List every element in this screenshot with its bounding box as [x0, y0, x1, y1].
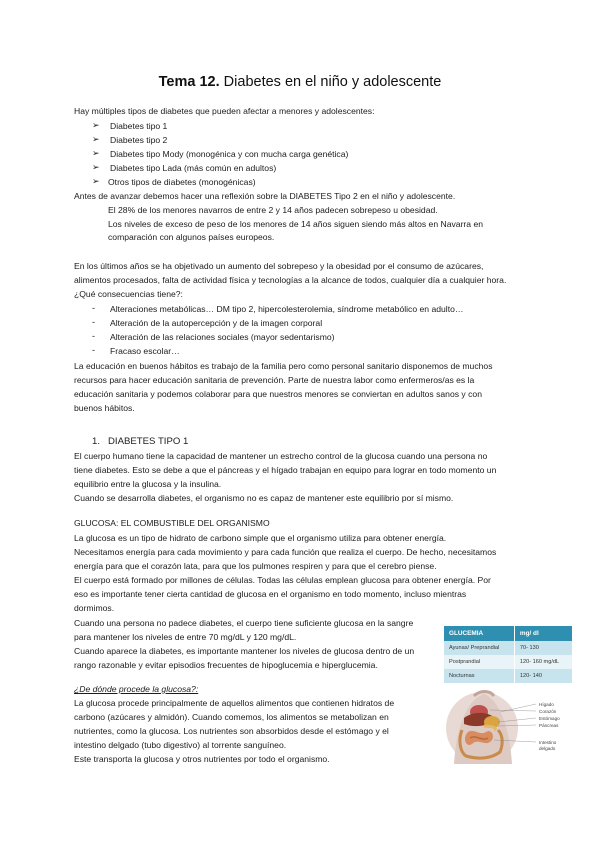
paragraph-line: educación sanitaria y podemos colaborar para que nuestros menores se conviertan en adultos sanos y con	[74, 389, 482, 399]
dash-bullet: -	[92, 317, 95, 327]
page-title	[0, 74, 600, 90]
table-cell: 120- 140	[514, 669, 572, 683]
reflection-intro: Antes de avanzar debemos hacer una reflexión sobre la DIABETES Tipo 2 en el niño y adolescente.	[74, 191, 456, 201]
table-row	[444, 669, 572, 683]
paragraph-line: recursos para hacer educación sanitaria de prevención. Parte de nuestra labor como enfermeros/as es la	[74, 375, 475, 385]
reflection-line: comparación con algunos países europeos.	[108, 232, 275, 242]
reflection-line: Los niveles de exceso de peso de los menores de 14 años siguen siendo más altos en Navarra en	[108, 219, 484, 229]
paragraph-line: alimentos procesados, falta de actividad física y tecnologías a la alcance de todos, cualquier día a cualquier hora.	[74, 275, 507, 285]
title-number: Tema 12.	[158, 74, 220, 90]
list-item: Alteraciones metabólicas… DM tipo 2, hipercolesterolemia, síndrome metabólico en adulto…	[110, 304, 464, 314]
table-header: mg/ dl	[514, 626, 572, 641]
paragraph-line: El cuerpo humano tiene la capacidad de mantener un estrecho control de la glucosa cuando una persona no	[74, 451, 488, 461]
list-item: Diabetes tipo Mody (monogénica y con mucha carga genética)	[110, 149, 349, 159]
organ-label: Intestino	[539, 740, 557, 745]
paragraph-line: La glucosa procede principalmente de aquellos alimentos que contienen hidratos de	[74, 698, 395, 708]
paragraph-line: intestino delgado (tubo digestivo) al torrente sanguíneo.	[74, 740, 287, 750]
table-row	[444, 655, 572, 669]
list-item: Diabetes tipo 1	[110, 121, 168, 131]
paragraph-line: En los últimos años se ha objetivado un aumento del sobrepeso y la obesidad por el consumo de azúcares,	[74, 261, 484, 271]
list-item: Alteración de la autopercepción y de la imagen corporal	[110, 318, 323, 328]
paragraph-line: Cuando aparece la diabetes, es importante mantener los niveles de glucosa dentro de un	[74, 646, 415, 656]
table-header: GLUCEMIA	[444, 626, 514, 641]
table-cell: Nocturnas	[444, 669, 514, 683]
subheading: GLUCOSA: EL COMBUSTIBLE DEL ORGANISMO	[74, 518, 270, 528]
arrow-bullet-icon: ➢	[92, 162, 100, 172]
table-cell: Ayunas/ Preprandial	[444, 641, 514, 655]
arrow-bullet-icon: ➢	[92, 148, 100, 158]
title-text: Diabetes en el niño y adolescente	[219, 74, 442, 90]
list-item: Fracaso escolar…	[110, 346, 180, 356]
paragraph-line: para mantener los niveles de entre 70 mg/dL y 120 mg/dL.	[74, 632, 297, 642]
dash-bullet: -	[92, 331, 95, 341]
table-cell: Postprandial	[444, 655, 514, 669]
organ-label: Corazón	[539, 709, 557, 714]
paragraph-line: energía para que el corazón lata, para que los pulmones respiren y para que el cerebro piense.	[74, 561, 437, 571]
paragraph-line: La glucosa es un tipo de hidrato de carbono simple que el organismo utiliza para obtener energía.	[74, 533, 447, 543]
intro-text: Hay múltiples tipos de diabetes que pueden afectar a menores y adolescentes:	[74, 106, 375, 116]
paragraph-line: dormimos.	[74, 603, 115, 613]
arrow-bullet-icon: ➢	[92, 176, 100, 186]
paragraph-line: La educación en buenos hábitos es trabajo de la familia pero como personal sanitario disponemos de muchos	[74, 361, 493, 371]
table-cell: 70- 130	[514, 641, 572, 655]
table-cell: 120- 160 mg/dL	[514, 655, 572, 669]
paragraph-line: Cuando una persona no padece diabetes, el cuerpo tiene suficiente glucosa en la sangre	[74, 618, 414, 628]
list-item: Diabetes tipo 2	[110, 135, 168, 145]
paragraph-line: nutrientes, como la glucosa. Los nutrientes son absorbidos desde el estómago y el	[74, 726, 389, 736]
paragraph-line: Necesitamos energía para cada movimiento y para cada función que realiza el cuerpo. De hecho, necesitamos	[74, 547, 497, 557]
dash-bullet: -	[92, 303, 95, 313]
paragraph-line: rango razonable y evitar episodios frecuentes de hipoglucemia e hiperglucemia.	[74, 660, 378, 670]
list-item: Otros tipos de diabetes (monogénicas)	[108, 177, 256, 187]
paragraph-line: equilibrio entre la glucosa y la insulina.	[74, 479, 222, 489]
organ-label: Hígado	[539, 702, 554, 707]
reflection-line: El 28% de los menores navarros de entre 2 y 14 años padecen sobrepeso u obesidad.	[108, 205, 438, 215]
paragraph-line: Cuando se desarrolla diabetes, el organismo no es capaz de mantener este equilibrio por sí mismo.	[74, 493, 454, 503]
paragraph-line: tiene diabetes. Esto se debe a que el páncreas y el hígado trabajan en equipo para lograr en todo momento un	[74, 465, 497, 475]
arrow-bullet-icon: ➢	[92, 134, 100, 144]
paragraph-line: Este transporta la glucosa y otros nutrientes por todo el organismo.	[74, 754, 330, 764]
paragraph-line: buenos hábitos.	[74, 403, 135, 413]
organ-label: Páncreas	[539, 723, 559, 728]
glucemia-table	[444, 626, 572, 683]
section-heading: DIABETES TIPO 1	[108, 436, 189, 447]
section-number: 1.	[92, 436, 101, 447]
paragraph-line: El cuerpo está formado por millones de células. Todas las células emplean glucosa para obtener energía. Por	[74, 575, 491, 585]
paragraph-line: eso es importante tener cierta cantidad de glucosa en el organismo en todo momento, incluso mientras	[74, 589, 467, 599]
paragraph-line: ¿Qué consecuencias tiene?:	[74, 289, 183, 299]
arrow-bullet-icon: ➢	[92, 120, 100, 130]
paragraph-line: carbono (azúcares y almidón). Cuando comemos, los alimentos se metabolizan en	[74, 712, 389, 722]
table-row	[444, 641, 572, 655]
question-heading: ¿De dónde procede la glucosa?:	[74, 684, 199, 694]
list-item: Diabetes tipo Lada (más común en adultos)	[110, 163, 277, 173]
dash-bullet: -	[92, 345, 95, 355]
digestive-system-illustration	[444, 690, 572, 764]
organ-label: Estómago	[539, 716, 560, 721]
list-item: Alteración de las relaciones sociales (mayor sedentarismo)	[110, 332, 335, 342]
organ-label: delgado	[539, 746, 556, 751]
